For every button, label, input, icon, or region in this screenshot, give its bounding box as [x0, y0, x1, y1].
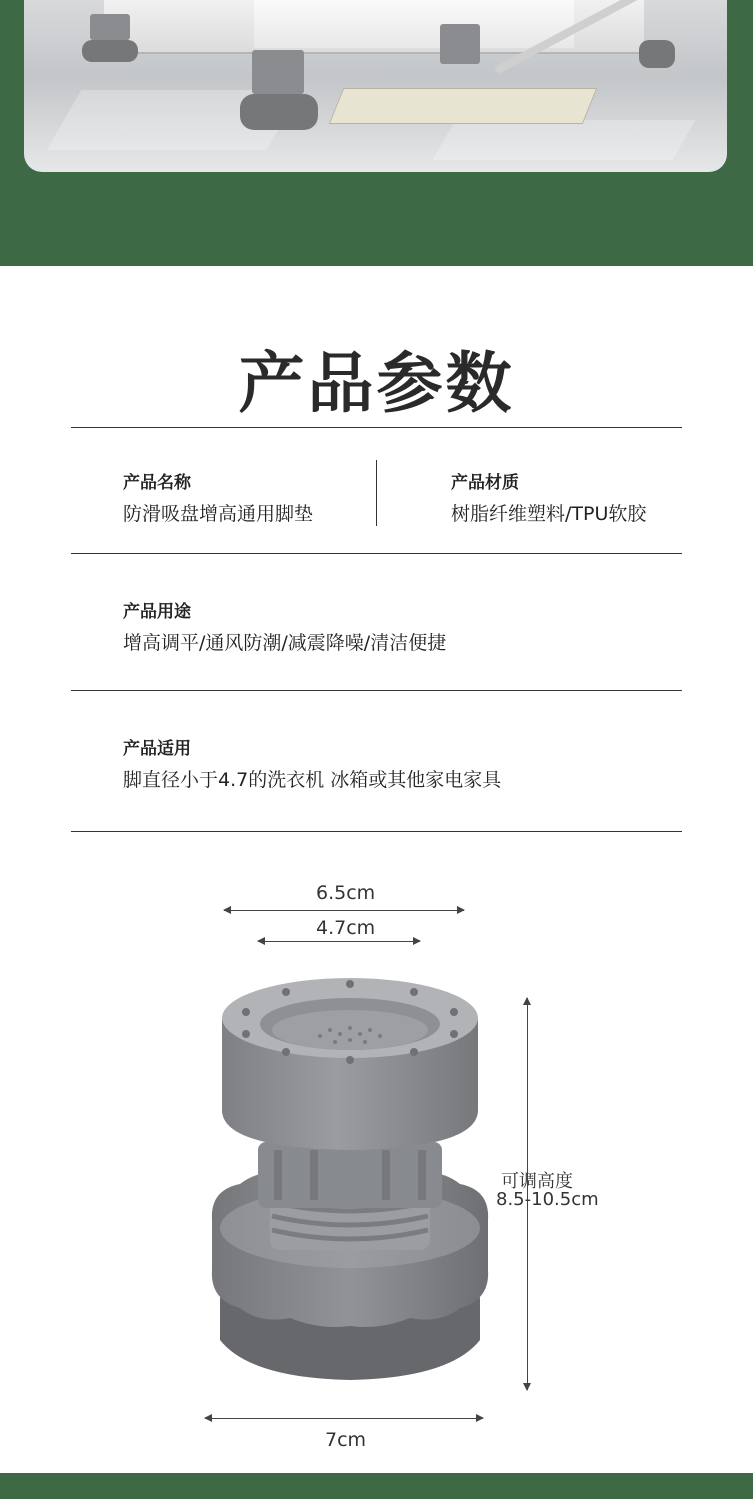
table-divider [71, 831, 682, 832]
base-width-label: 7cm [325, 1429, 367, 1451]
leveling-foot-illustration [200, 970, 500, 1390]
spec-value-material: 树脂纤维塑料/TPU软胶 [451, 503, 647, 525]
spec-label-material: 产品材质 [451, 473, 519, 493]
appliance-foot-left [82, 10, 146, 66]
appliance-foot-back [424, 24, 494, 68]
spec-value-name: 防滑吸盘增高通用脚垫 [123, 503, 314, 525]
outer-diameter-arrow [224, 910, 464, 911]
outer-diameter-label: 6.5cm [316, 882, 376, 904]
appliance-foot-front [240, 50, 320, 134]
spec-label-use: 产品用途 [123, 602, 191, 622]
product-scene-photo [24, 0, 727, 172]
base-width-arrow [205, 1418, 483, 1419]
table-divider [71, 427, 682, 428]
inner-diameter-label: 4.7cm [316, 917, 376, 939]
appliance-foot-right [639, 36, 679, 70]
top-banner [0, 0, 753, 266]
appliance-drawer [254, 0, 574, 48]
section-title: 产品参数 [238, 345, 515, 422]
spec-label-name: 产品名称 [123, 473, 191, 493]
spec-value-use: 增高调平/通风防潮/减震降噪/清洁便捷 [123, 632, 447, 654]
table-divider [71, 553, 682, 554]
spec-value-fit: 脚直径小于4.7的洗衣机 冰箱或其他家电家具 [123, 769, 502, 791]
bottom-banner [0, 1473, 753, 1499]
mop-head [329, 88, 598, 124]
spec-label-fit: 产品适用 [123, 739, 191, 759]
height-label: 可调高度 [501, 1171, 573, 1192]
height-value: 8.5-10.5cm [496, 1189, 599, 1210]
column-divider [376, 460, 377, 526]
inner-diameter-arrow [258, 941, 420, 942]
table-divider [71, 690, 682, 691]
